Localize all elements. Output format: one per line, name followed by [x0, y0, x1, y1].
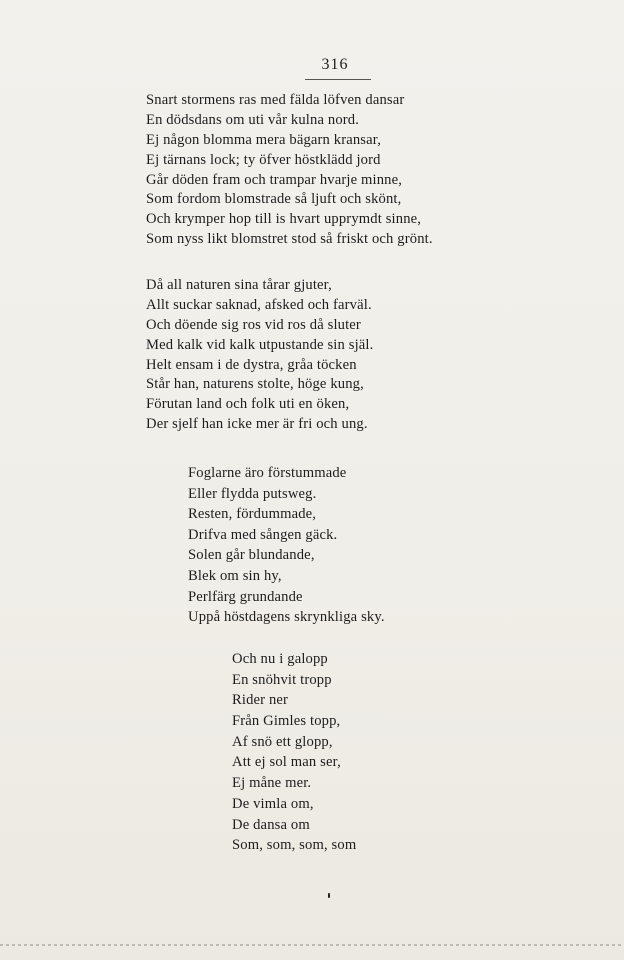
verse-line: Ej måne mer.: [232, 775, 312, 792]
verse-line: Resten, fördummade,: [188, 506, 317, 523]
stanza-1: [146, 91, 433, 250]
verse-line: Af snö ett glopp,: [232, 733, 333, 750]
stanza-2: [146, 276, 373, 435]
verse-line: Solen går blundande,: [188, 547, 315, 564]
page-number-rule: [305, 79, 371, 80]
page-number: 316: [321, 56, 349, 73]
verse-line: Och nu i galopp: [232, 651, 328, 667]
verse-line: Eller flydda putsweg.: [188, 485, 317, 502]
verse-line: Som fordom blomstrade så ljuft och skönt,: [146, 191, 402, 208]
verse-line: Ej tärnans lock; ty öfver höstklädd jord: [146, 151, 381, 168]
stanza-3: [188, 463, 385, 628]
verse-line: En snöhvit tropp: [232, 671, 332, 688]
verse-line: Perlfärg grundande: [188, 588, 303, 605]
verse-line: Allt suckar saknad, afsked och farväl.: [146, 296, 372, 313]
verse-line: En dödsdans om uti vår kulna nord.: [146, 111, 360, 128]
verse-line: Då all naturen sina tårar gjuter,: [146, 277, 332, 293]
verse-line: Blek om sin hy,: [188, 567, 282, 584]
verse-line: Står han, naturens stolte, höge kung,: [146, 376, 364, 393]
verse-line: Drifva med sången gäck.: [188, 526, 338, 543]
verse-line: Ej någon blomma mera bägarn kransar,: [146, 131, 381, 148]
page-edge: [0, 944, 624, 946]
verse-line: Som nyss likt blomstret stod så friskt och grönt.: [146, 231, 433, 248]
stanza-4: [232, 649, 356, 856]
verse-line: Går döden fram och trampar hvarje minne,: [146, 171, 403, 188]
verse-line: Helt ensam i de dystra, gråa töcken: [146, 356, 357, 373]
verse-line: Att ej sol man ser,: [232, 754, 341, 771]
verse-line: Rider ner: [232, 692, 289, 709]
verse-line: Och döende sig ros vid ros då sluter: [146, 316, 361, 333]
verse-line: De dansa om: [232, 816, 310, 833]
verse-line: Der sjelf han icke mer är fri och ung.: [146, 416, 368, 433]
verse-line: Från Gimles topp,: [232, 713, 341, 730]
verse-line: Snart stormens ras med fälda löfven dansar: [146, 92, 405, 108]
verse-line: Förutan land och folk uti en öken,: [146, 396, 350, 413]
verse-line: Foglarne äro förstummade: [188, 465, 347, 481]
verse-line: Med kalk vid kalk utpustande sin själ.: [146, 336, 374, 353]
verse-line: Som, som, som, som: [232, 837, 357, 854]
ink-speck: [328, 893, 330, 898]
verse-line: Uppå höstdagens skrynkliga sky.: [188, 609, 385, 626]
verse-line: De vimla om,: [232, 795, 314, 812]
verse-line: Och krymper hop till is hvart upprymdt sinne,: [146, 211, 422, 228]
